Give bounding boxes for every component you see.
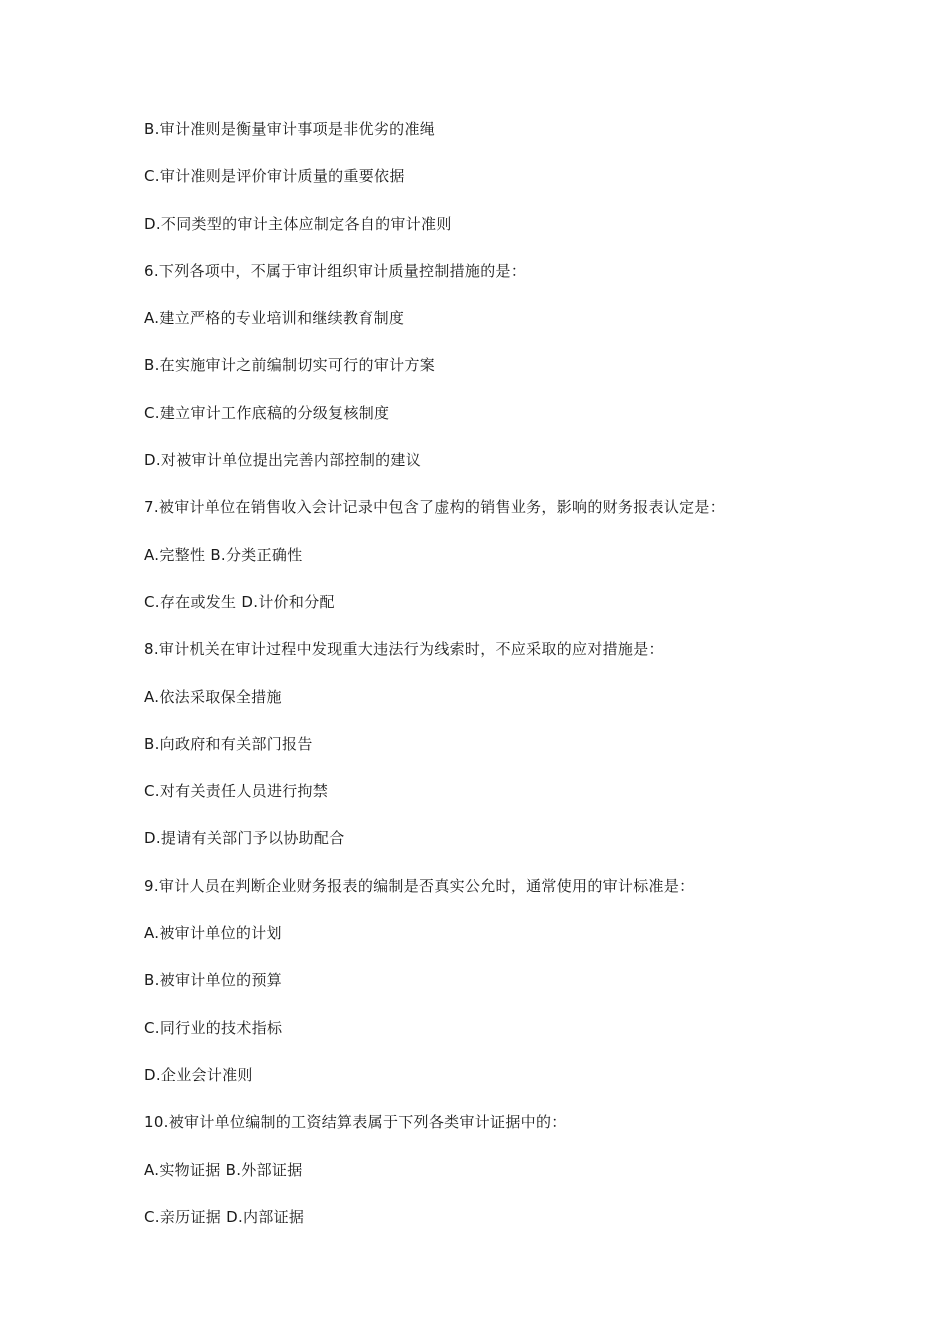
option-line: A.被审计单位的计划 <box>144 924 282 943</box>
option-line: B.向政府和有关部门报告 <box>144 734 313 753</box>
text-line: B.审计准则是衡量审计事项是非优劣的准绳 <box>144 120 436 138</box>
text-line: D.不同类型的审计主体应制定各自的审计准则 <box>144 214 452 233</box>
option-line: D.企业会计准则 <box>144 1065 253 1084</box>
option-line: C.对有关责任人员进行拘禁 <box>144 782 329 801</box>
question-8: 8.审计机关在审计过程中发现重大违法行为线索时，不应采取的应对措施是： <box>144 640 664 659</box>
option-line: C.同行业的技术指标 <box>144 1018 283 1037</box>
option-line: D.提请有关部门予以协助配合 <box>144 829 345 848</box>
option-line: D.对被审计单位提出完善内部控制的建议 <box>144 451 422 470</box>
option-line: A.建立严格的专业培训和继续教育制度 <box>144 309 405 328</box>
option-line: C.建立审计工作底稿的分级复核制度 <box>144 403 390 422</box>
option-line: B.在实施审计之前编制切实可行的审计方案 <box>144 356 436 375</box>
question-6: 6.下列各项中，不属于审计组织审计质量控制措施的是： <box>144 261 527 280</box>
option-line: C.亲历证据 D.内部证据 <box>144 1207 305 1226</box>
option-line: A.依法采取保全措施 <box>144 687 282 706</box>
question-10: 10.被审计单位编制的工资结算表属于下列各类审计证据中的： <box>144 1113 567 1132</box>
question-text-block <box>144 116 904 1251</box>
option-line: A.实物证据 B.外部证据 <box>144 1160 303 1179</box>
option-line: C.存在或发生 D.计价和分配 <box>144 592 335 611</box>
text-line: C.审计准则是评价审计质量的重要依据 <box>144 167 405 186</box>
option-line: A.完整性 B.分类正确性 <box>144 545 303 564</box>
option-line: B.被审计单位的预算 <box>144 971 283 990</box>
question-7: 7.被审计单位在销售收入会计记录中包含了虚构的销售业务，影响的财务报表认定是： <box>144 498 726 517</box>
question-9: 9.审计人员在判断企业财务报表的编制是否真实公允时，通常使用的审计标准是： <box>144 876 695 895</box>
